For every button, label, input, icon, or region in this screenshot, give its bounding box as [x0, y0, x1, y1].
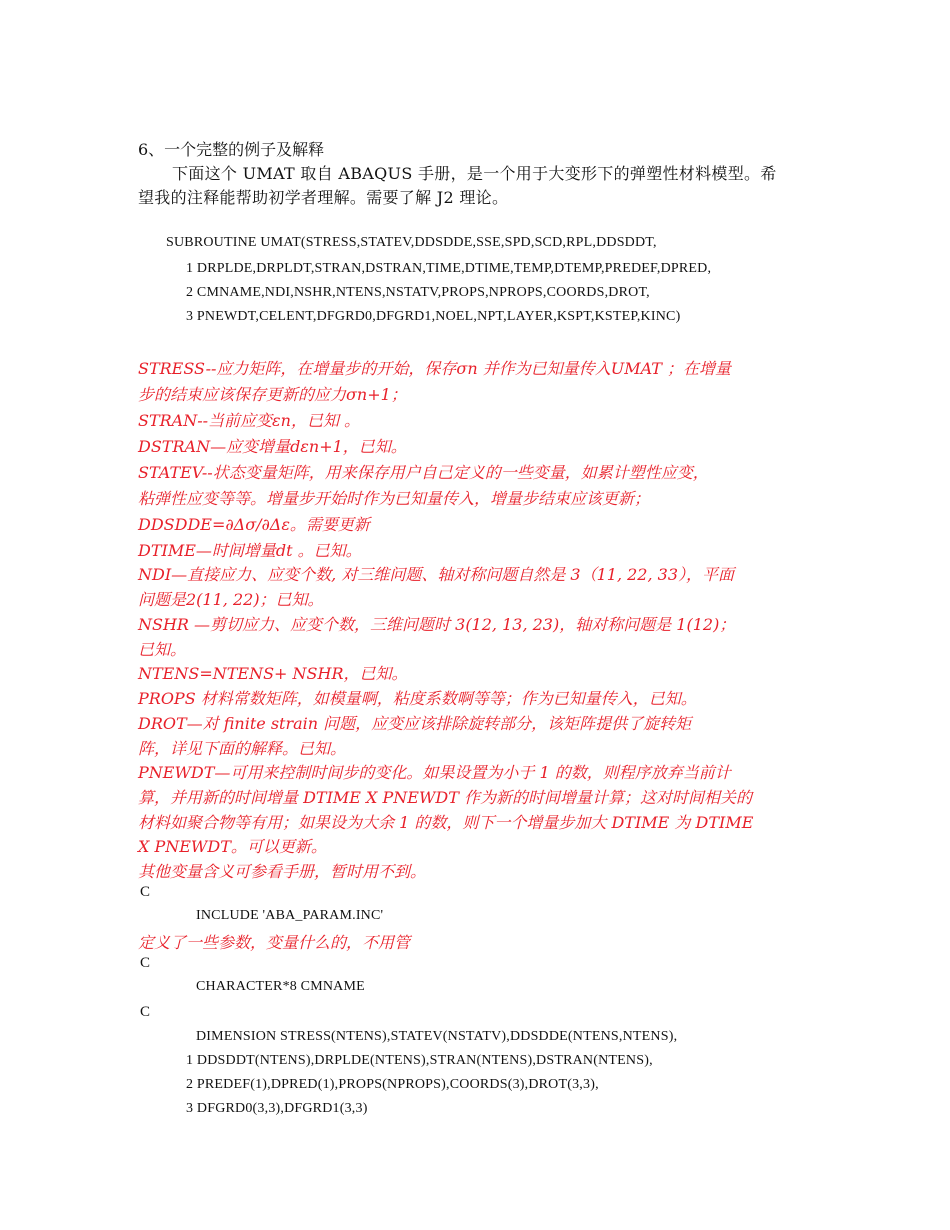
- subroutine-line-0: SUBROUTINE UMAT(STRESS,STATEV,DDSDDE,SSE,SPD,SCD,RPL,DDSDDT,: [166, 235, 657, 250]
- note-pnewdt-3: 材料如聚合物等有用；如果设为大余 1 的数，则下一个增量步加大 DTIME 为 DTIME: [138, 813, 754, 832]
- subroutine-line-3: 3 PNEWDT,CELENT,DFGRD0,DFGRD1,NOEL,NPT,LAYER,KSPT,KSTEP,KINC): [186, 309, 681, 324]
- comment-marker-2: C: [140, 955, 151, 971]
- note-stran: STRAN--当前应变εn，已知 。: [138, 411, 361, 430]
- note-pnewdt-2: 算，并用新的时间增量 DTIME X PNEWDT 作为新的时间增量计算；这对时间相关的: [138, 788, 753, 807]
- note-stress-1: STRESS--应力矩阵，在增量步的开始，保存σn 并作为已知量传入UMAT ；在增量: [138, 359, 732, 378]
- note-drot-1: DROT—对 finite strain 问题，应变应该排除旋转部分，该矩阵提供了旋转矩: [138, 714, 692, 733]
- dimension-line-0: DIMENSION STRESS(NTENS),STATEV(NSTATV),DDSDDE(NTENS,NTENS),: [196, 1029, 678, 1044]
- intro-line-1: 下面这个 UMAT 取自 ABAQUS 手册，是一个用于大变形下的弹塑性材料模型。希: [172, 164, 777, 183]
- comment-marker-1: C: [140, 884, 151, 900]
- note-ndi-1: NDI—直接应力、应变个数, 对三维问题、轴对称问题自然是 3（11, 22, 33），平面: [138, 565, 735, 584]
- note-others: 其他变量含义可参看手册，暂时用不到。: [138, 862, 427, 881]
- subroutine-line-1: 1 DRPLDE,DRPLDT,STRAN,DSTRAN,TIME,DTIME,TEMP,DTEMP,PREDEF,DPRED,: [186, 261, 712, 276]
- character-line: CHARACTER*8 CMNAME: [196, 979, 365, 994]
- note-statev-2: 粘弹性应变等等。增量步开始时作为已知量传入，增量步结束应该更新；: [138, 489, 651, 508]
- note-pnewdt-4: X PNEWDT。可以更新。: [138, 837, 327, 856]
- dimension-line-1: 1 DDSDDT(NTENS),DRPLDE(NTENS),STRAN(NTENS),DSTRAN(NTENS),: [186, 1053, 653, 1068]
- note-statev-1: STATEV--状态变量矩阵，用来保存用户自己定义的一些变量，如累计塑性应变，: [138, 463, 709, 482]
- include-note: 定义了一些参数，变量什么的，不用管: [138, 933, 411, 952]
- section-heading: 6、一个完整的例子及解释: [138, 140, 325, 159]
- dimension-line-3: 3 DFGRD0(3,3),DFGRD1(3,3): [186, 1101, 368, 1116]
- note-props: PROPS 材料常数矩阵，如模量啊，粘度系数啊等等；作为已知量传入，已知。: [138, 689, 697, 708]
- dimension-line-2: 2 PREDEF(1),DPRED(1),PROPS(NPROPS),COORDS(3),DROT(3,3),: [186, 1077, 599, 1092]
- note-drot-2: 阵，详见下面的解释。已知。: [138, 739, 347, 758]
- note-pnewdt-1: PNEWDT—可用来控制时间步的变化。如果设置为小于 1 的数，则程序放弃当前计: [138, 763, 731, 782]
- intro-line-2: 望我的注释能帮助初学者理解。需要了解 J2 理论。: [138, 188, 509, 207]
- note-dtime: DTIME—时间增量dt 。已知。: [138, 541, 362, 560]
- include-line: INCLUDE 'ABA_PARAM.INC': [196, 908, 384, 923]
- note-ddsdde: DDSDDE=∂Δσ/∂Δε。需要更新: [138, 515, 370, 534]
- note-dstran: DSTRAN—应变增量dεn+1，已知。: [138, 437, 407, 456]
- note-nshr-2: 已知。: [138, 640, 187, 659]
- note-nshr-1: NSHR —剪切应力、应变个数，三维问题时 3(12, 13, 23)，轴对称问题是 1(12)；: [138, 615, 736, 634]
- note-ndi-2: 问题是2(11, 22)；已知。: [138, 590, 324, 609]
- note-ntens: NTENS=NTENS+ NSHR，已知。: [138, 664, 408, 683]
- comment-marker-3: C: [140, 1004, 151, 1020]
- subroutine-line-2: 2 CMNAME,NDI,NSHR,NTENS,NSTATV,PROPS,NPROPS,COORDS,DROT,: [186, 285, 650, 300]
- note-stress-2: 步的结束应该保存更新的应力σn+1；: [138, 385, 407, 404]
